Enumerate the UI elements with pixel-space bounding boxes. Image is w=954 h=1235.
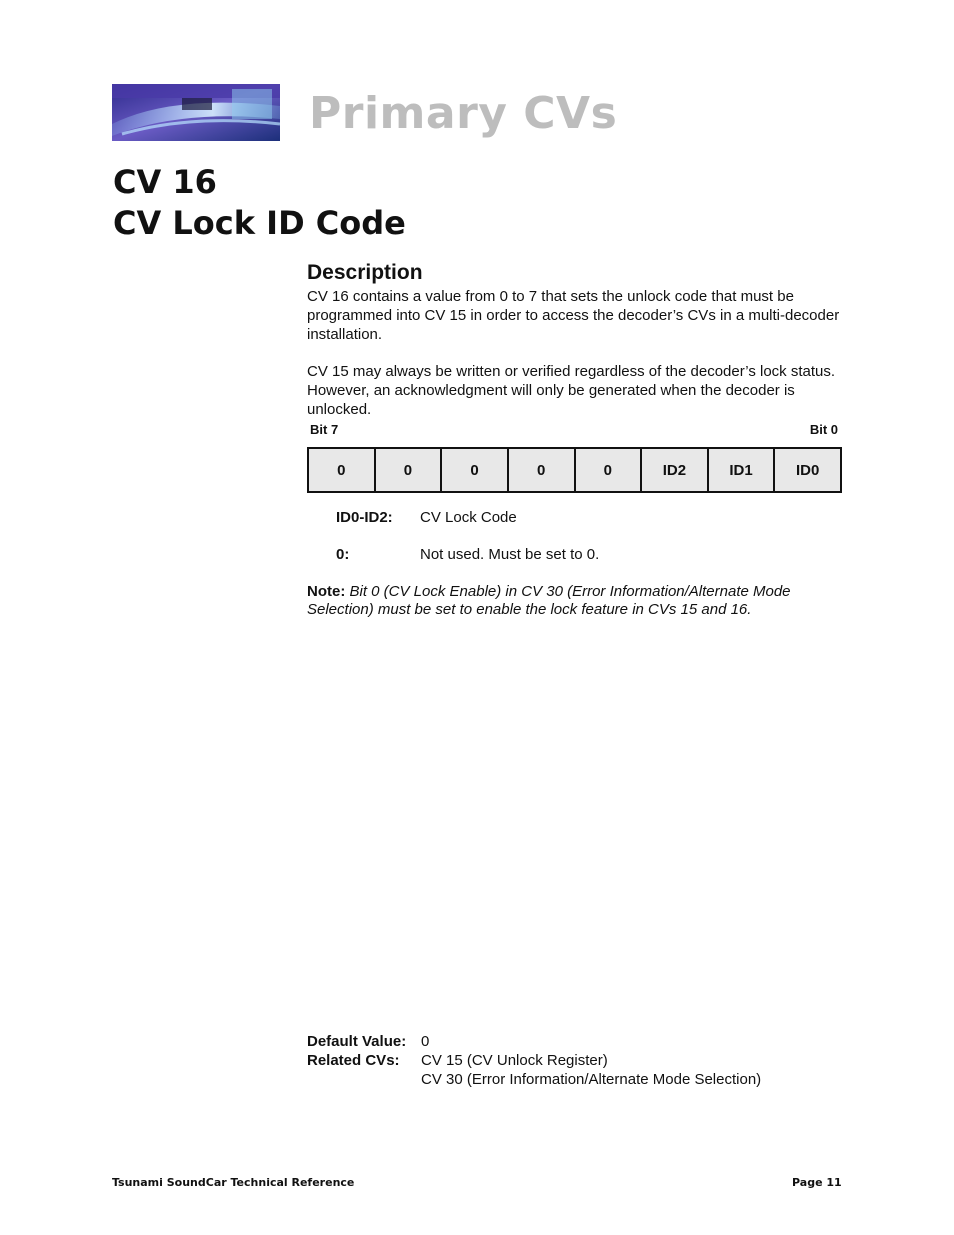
bit-cell-4: 0 xyxy=(508,448,575,492)
bit-label-left: Bit 7 xyxy=(310,422,339,437)
note-text: Bit 0 (CV Lock Enable) in CV 30 (Error Information/Alternate Mode Selection) must be set to enable the lock feature in CVs 15 and 16. xyxy=(307,583,791,618)
definition-text: CV Lock Code xyxy=(420,509,517,526)
cv-number: CV 16 xyxy=(113,163,217,201)
cv-heading xyxy=(113,162,406,244)
related-cvs-row xyxy=(307,1070,761,1089)
bit-definitions xyxy=(336,508,599,564)
definition-term: 0: xyxy=(336,546,350,563)
related-cv-1: CV 15 (CV Unlock Register) xyxy=(421,1052,608,1069)
definition-row xyxy=(336,508,599,527)
bit-cell-7: 0 xyxy=(308,448,375,492)
related-cvs-row xyxy=(307,1051,761,1070)
description-section xyxy=(307,259,847,419)
bit-row xyxy=(308,448,841,492)
default-value-row xyxy=(307,1032,761,1051)
default-value: 0 xyxy=(421,1033,430,1050)
footer-title: Tsunami SoundCar Technical Reference xyxy=(112,1176,355,1189)
bit-cell-3: 0 xyxy=(575,448,642,492)
default-value-label: Default Value: xyxy=(307,1033,407,1050)
related-cv-2: CV 30 (Error Information/Alternate Mode Selection) xyxy=(421,1071,762,1088)
cv-meta xyxy=(307,1032,761,1089)
definition-row xyxy=(336,545,599,564)
definition-term: ID0-ID2: xyxy=(336,509,393,526)
bit-cell-5: 0 xyxy=(441,448,508,492)
description-para-1: CV 16 contains a value from 0 to 7 that sets the unlock code that must be programmed into CV 15 in order to access the decoder’s CVs in a multi-decoder installation. xyxy=(307,288,840,343)
header-photo xyxy=(112,84,280,141)
bit-cell-6: 0 xyxy=(375,448,442,492)
description-heading: Description xyxy=(307,261,423,284)
description-para-2: CV 15 may always be written or verified regardless of the decoder’s lock status. However, an acknowledgment will only be generated when the decoder is unlocked. xyxy=(307,363,836,418)
bit-cell-2: ID2 xyxy=(641,448,708,492)
locomotive-photo-icon xyxy=(112,84,280,141)
bit-cell-1: ID1 xyxy=(708,448,775,492)
bit-table xyxy=(307,447,842,493)
cv-name: CV Lock ID Code xyxy=(113,204,406,242)
note xyxy=(307,583,837,619)
section-title: Primary CVs xyxy=(309,88,618,139)
note-label: Note: xyxy=(307,583,346,600)
related-cvs-label: Related CVs: xyxy=(307,1052,400,1069)
page-number: Page 11 xyxy=(792,1176,842,1189)
definition-text: Not used. Must be set to 0. xyxy=(420,546,600,563)
bit-labels xyxy=(310,422,838,437)
bit-cell-0: ID0 xyxy=(774,448,841,492)
bit-label-right: Bit 0 xyxy=(809,422,838,437)
